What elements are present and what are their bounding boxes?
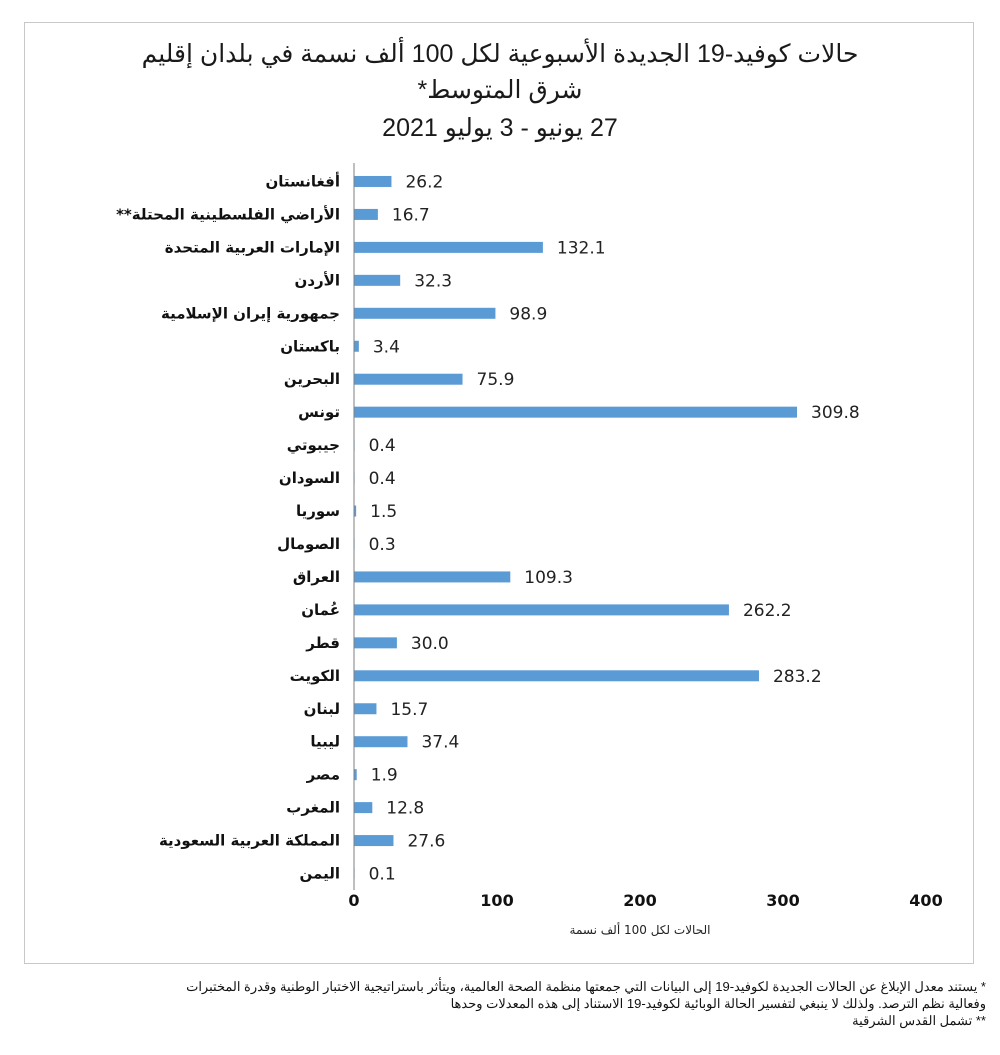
bar [354, 637, 397, 648]
bar [354, 703, 376, 714]
bar [354, 835, 393, 846]
value-label: 30.0 [410, 633, 449, 654]
value-label: 0.1 [368, 864, 396, 885]
category-label: اليمن [299, 864, 340, 883]
bar [354, 374, 463, 385]
category-label: البحرين [283, 370, 340, 389]
bar [354, 571, 510, 582]
category-label: الصومال [277, 534, 340, 553]
bar [354, 670, 759, 681]
bar [354, 736, 407, 747]
x-tick-label: 200 [623, 891, 657, 910]
value-label: 0.3 [368, 534, 396, 555]
bar [354, 341, 359, 352]
bar [354, 176, 391, 187]
value-label: 12.8 [386, 798, 425, 819]
value-label: 27.6 [407, 831, 446, 852]
bar [354, 242, 543, 253]
x-tick-label: 0 [348, 891, 360, 910]
category-label: سوريا [295, 502, 340, 521]
value-label: 1.9 [370, 765, 398, 786]
category-label: قطر [306, 633, 340, 652]
category-label: السودان [278, 469, 340, 488]
value-label: 3.4 [372, 337, 400, 358]
category-label: العراق [292, 567, 340, 586]
value-label: 16.7 [391, 205, 430, 226]
footnotes [10, 978, 986, 1029]
value-label: 132.1 [556, 238, 606, 259]
category-label: الإمارات العربية المتحدة [164, 238, 340, 257]
value-label: 309.8 [811, 403, 860, 424]
x-axis-label: الحالات لكل 100 ألف نسمة [569, 923, 711, 937]
category-label: باكستان [280, 337, 340, 356]
category-label: الكويت [289, 666, 340, 685]
category-label: عُمان [301, 600, 340, 619]
chart-title-line: 27 يونيو - 3 يوليو 2021 [382, 114, 618, 142]
x-tick-label: 400 [909, 891, 943, 910]
x-tick-label: 300 [766, 891, 800, 910]
value-label: 262.2 [742, 600, 792, 621]
category-label: لبنان [303, 699, 340, 718]
value-label: 32.3 [414, 271, 453, 292]
value-label: 98.9 [509, 304, 548, 325]
value-label: 26.2 [405, 172, 444, 193]
category-label: أفغانستان [265, 172, 340, 191]
value-label: 0.4 [368, 436, 396, 457]
category-label: المغرب [286, 798, 340, 817]
category-label: ليبيا [310, 732, 340, 751]
category-label: تونس [298, 403, 340, 422]
value-label: 0.4 [368, 469, 396, 490]
category-label: جيبوتي [286, 436, 340, 455]
category-label: جمهورية إيران الإسلامية [161, 304, 340, 323]
bar [354, 604, 729, 615]
value-label: 15.7 [390, 699, 429, 720]
value-label: 1.5 [370, 502, 398, 523]
bar [354, 407, 797, 418]
category-label: الأراضي الفلسطينية المحتلة** [116, 205, 340, 224]
bar [354, 308, 495, 319]
value-label: 37.4 [421, 732, 460, 753]
category-label: مصر [306, 765, 340, 784]
footnote-3: ** تشمل القدس الشرقية [852, 1013, 986, 1028]
chart-title-line: شرق المتوسط* [417, 76, 583, 104]
category-label: المملكة العربية السعودية [158, 831, 340, 850]
value-label: 283.2 [772, 666, 822, 687]
value-label: 75.9 [476, 370, 515, 391]
footnote-1: * يستند معدل الإبلاغ عن الحالات الجديدة لكوفيد-19 إلى البيانات التي جمعتها منظمة الصحة العالمية، ويتأثر باستراتيجية الاختبار الوطنية وقدرة المختبرات [186, 979, 986, 994]
footnote-2: وفعالية نظم الترصد. ولذلك لا ينبغي لتفسير الحالة الوبائية لكوفيد-19 الاستناد إلى هذه المعدلات وحدها [450, 996, 986, 1011]
x-tick-label: 100 [480, 891, 514, 910]
value-label: 109.3 [524, 567, 573, 588]
bar [354, 209, 378, 220]
bar [354, 275, 400, 286]
bar [354, 802, 372, 813]
chart-title-line: حالات كوفيد-19 الجديدة الأسبوعية لكل 100 ألف نسمة في بلدان إقليم [141, 40, 859, 68]
category-label: الأردن [294, 271, 340, 290]
